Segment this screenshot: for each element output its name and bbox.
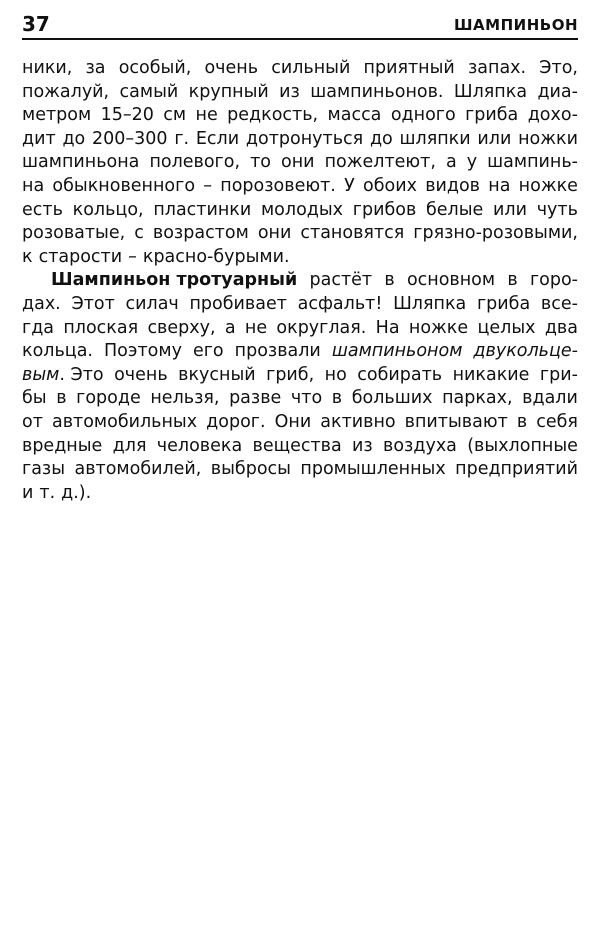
word: одного — [390, 105, 456, 126]
word: парках, — [442, 388, 513, 409]
word: видов — [425, 175, 480, 196]
text-line — [22, 269, 578, 293]
word: кольца. — [22, 341, 93, 362]
text-line — [22, 293, 578, 317]
word: или — [477, 128, 512, 149]
word: газы — [22, 459, 66, 480]
text-line — [22, 458, 578, 482]
text-line — [22, 104, 578, 128]
word: гриба — [476, 293, 531, 314]
text-line — [22, 482, 578, 506]
text-line — [22, 364, 578, 388]
word: асфальт! — [297, 293, 383, 314]
word: они — [257, 223, 292, 244]
word: силач — [125, 293, 179, 314]
word: масса — [327, 105, 382, 126]
italic-term: вым — [22, 364, 60, 385]
word: или — [493, 199, 527, 220]
word: а — [445, 152, 457, 173]
word: очень — [204, 58, 259, 78]
text-line — [22, 435, 578, 459]
word: плоская — [63, 317, 139, 338]
word: вредные — [22, 435, 103, 456]
text-line — [22, 199, 578, 223]
text-line — [22, 151, 578, 175]
text-line — [22, 340, 578, 364]
word: горо- — [529, 270, 578, 291]
word: никакие — [452, 364, 530, 385]
word: к — [22, 246, 33, 267]
word: бы — [22, 388, 47, 409]
word: на — [488, 175, 511, 196]
text-line — [22, 222, 578, 246]
word: пробивает — [189, 293, 287, 314]
word: дах. — [22, 293, 61, 314]
word: обоих — [363, 175, 417, 196]
word: (выхлопные — [467, 435, 578, 456]
word: гри- — [539, 364, 578, 385]
page-header — [22, 10, 578, 40]
word: дит — [22, 128, 56, 149]
word: крупный — [188, 81, 269, 102]
word: себя — [536, 411, 578, 432]
word: Шляпка — [393, 293, 467, 314]
word: а — [224, 317, 236, 338]
word: см — [163, 105, 187, 126]
word: пожалуй, — [22, 81, 110, 102]
word: есть — [22, 199, 63, 220]
word: Они — [274, 411, 312, 432]
word: целых — [477, 317, 536, 338]
word: – — [203, 175, 213, 196]
word: пожелтеют, — [324, 152, 436, 173]
book-page — [22, 10, 578, 505]
text-line — [22, 246, 578, 270]
word: вещества — [252, 435, 342, 456]
word: ножке — [408, 317, 469, 338]
bold-term: Шампиньон тротуарный — [51, 270, 298, 291]
word: У — [344, 175, 355, 196]
word: запах. — [467, 58, 527, 78]
word: шампиньонов. — [310, 81, 444, 102]
word: два — [544, 317, 578, 338]
word: разве — [229, 388, 282, 409]
word: метром — [22, 105, 92, 126]
word: сильный — [271, 58, 351, 78]
word: человека — [156, 435, 243, 456]
word: до — [62, 128, 86, 149]
text-line — [22, 81, 578, 105]
word: ножки — [518, 128, 578, 149]
word: его — [192, 341, 224, 362]
word: они — [281, 152, 315, 173]
word: ники, — [22, 58, 73, 78]
word: Шляпка — [453, 81, 528, 102]
text-line — [22, 411, 578, 435]
word: основном — [406, 270, 496, 291]
word: порозовеют. — [220, 175, 336, 196]
word: д.). — [61, 482, 92, 503]
word: нельзя, — [150, 388, 220, 409]
word: что — [290, 388, 323, 409]
word: для — [112, 435, 147, 456]
word: дотронуться — [245, 128, 364, 149]
word: кольцо, — [72, 199, 144, 220]
word: грибов — [352, 199, 417, 220]
word: но — [324, 364, 347, 385]
word: старости — [38, 246, 123, 267]
word: автомобильных — [51, 411, 198, 432]
word: редкость, — [227, 105, 319, 126]
word: воздуха — [383, 435, 457, 456]
word: от — [22, 411, 43, 432]
word: сверху, — [147, 317, 216, 338]
word: вкусный — [178, 364, 256, 385]
word: 15–20 — [100, 105, 154, 126]
word: обыкновенного — [52, 175, 196, 196]
word: активно — [320, 411, 396, 432]
word: т. — [39, 482, 56, 503]
word: Этот — [71, 293, 115, 314]
word: промышленных — [300, 459, 446, 480]
word: впитывают — [404, 411, 508, 432]
word: городе — [76, 388, 141, 409]
word: грязно-розовыми, — [413, 223, 578, 244]
text-line — [22, 175, 578, 199]
word: из — [279, 81, 300, 102]
word: шляпки — [399, 128, 471, 149]
word: белые — [425, 199, 484, 220]
text-line — [22, 57, 578, 81]
word: полевого, — [149, 152, 241, 173]
word: красно-бурыми. — [142, 246, 290, 267]
word: собирать — [357, 364, 443, 385]
word: – — [128, 246, 137, 267]
word: до — [369, 128, 393, 149]
word-group — [22, 364, 104, 388]
word: не — [195, 105, 218, 126]
running-title: ШАМПИНЬОН — [454, 16, 578, 34]
word: диа- — [537, 81, 578, 102]
word: дорог. — [206, 411, 266, 432]
word: г. — [174, 128, 190, 149]
page-number: 37 — [22, 12, 50, 36]
word: вдали — [522, 388, 578, 409]
word: становятся — [300, 223, 405, 244]
word: Это, — [539, 58, 578, 78]
word: в — [516, 411, 528, 432]
word: гриб, — [266, 364, 315, 385]
word: шампиньона — [22, 152, 140, 173]
word: автомобилей, — [74, 459, 202, 480]
text-line — [22, 317, 578, 341]
word: чуть — [536, 199, 578, 220]
word: очень — [114, 364, 168, 385]
word: растёт — [309, 270, 373, 291]
word: особый, — [118, 58, 192, 78]
word: в — [331, 388, 343, 409]
word: розоватые, — [22, 223, 126, 244]
word: округлая. — [276, 317, 367, 338]
word: прозвали — [234, 341, 321, 362]
word: самый — [119, 81, 179, 102]
word: из — [352, 435, 373, 456]
word: приятный — [363, 58, 455, 78]
text-line — [22, 128, 578, 152]
word: . Это — [59, 364, 104, 385]
word: в — [56, 388, 67, 409]
word: с — [134, 223, 144, 244]
word: больших — [351, 388, 433, 409]
word: у — [466, 152, 478, 173]
word: за — [85, 58, 106, 78]
word: гда — [22, 317, 55, 338]
italic-term: шампиньоном — [331, 341, 463, 362]
word: в — [507, 270, 518, 291]
word: то — [250, 152, 271, 173]
word: гриба — [465, 105, 519, 126]
word: Поэтому — [104, 341, 182, 362]
word: не — [244, 317, 268, 338]
word: все- — [540, 293, 578, 314]
word: пластинки — [153, 199, 252, 220]
word: возрастом — [152, 223, 249, 244]
word: выбросы — [210, 459, 291, 480]
body-text — [22, 57, 578, 505]
word: предприятий — [455, 459, 578, 480]
word: Если — [195, 128, 240, 149]
word: На — [375, 317, 400, 338]
word: и — [22, 482, 34, 503]
word: молодых — [260, 199, 344, 220]
word: на — [22, 175, 45, 196]
word: 200–300 — [92, 128, 168, 149]
italic-term: двукольце- — [473, 341, 578, 362]
word: дохо- — [527, 105, 578, 126]
word: шампинь- — [487, 152, 578, 173]
word: ножке — [518, 175, 578, 196]
word: в — [384, 270, 395, 291]
text-line — [22, 387, 578, 411]
